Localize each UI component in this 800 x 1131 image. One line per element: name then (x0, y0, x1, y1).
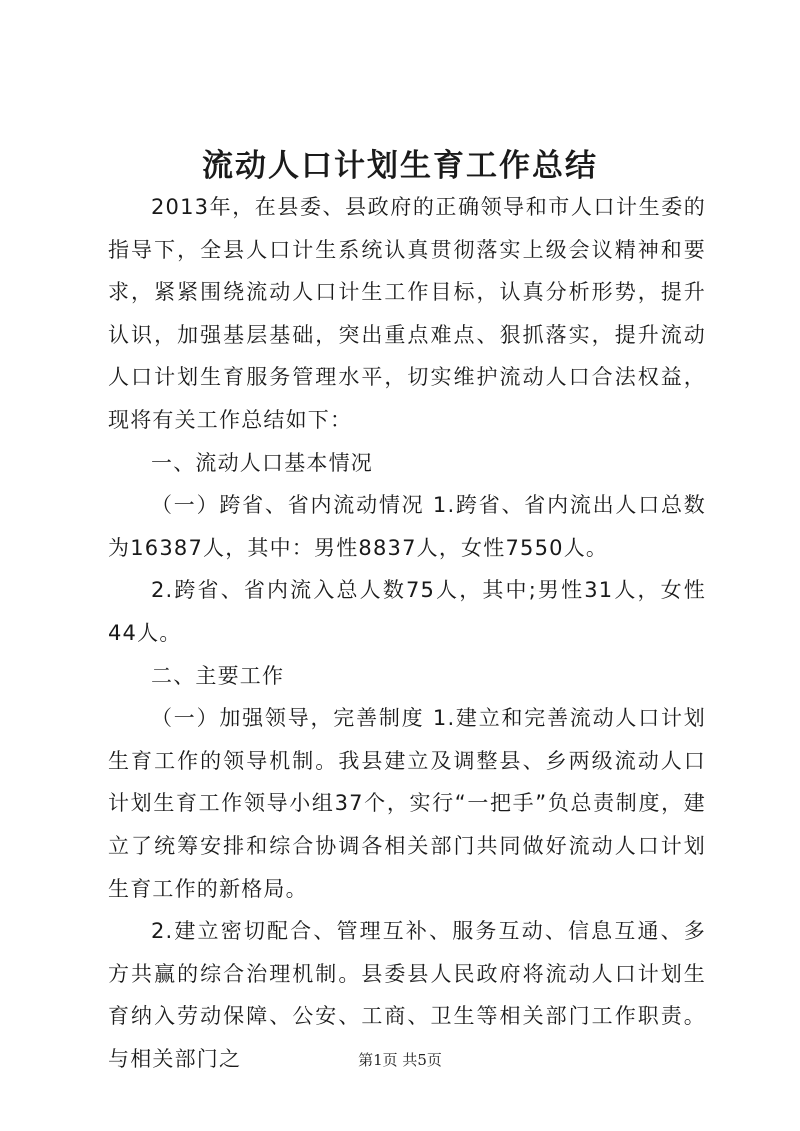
paragraph-leadership: （一）加强领导，完善制度 1.建立和完善流动人口计划生育工作的领导机制。我县建立及调整县、乡两级流动人口计划生育工作领导小组37个，实行“一把手”负总责制度，建立了统筹安排和综合协调各相关部门共同做好流动人口计划生育工作的新格局。 (108, 706, 706, 901)
section-heading-2: 二、主要工作 (151, 663, 285, 688)
page-title: 流动人口计划生育工作总结 (202, 148, 598, 184)
paragraph-intro: 2013年，在县委、县政府的正确领导和市人口计生委的指导下，全县人口计生系统认真贯彻落实上级会议精神和要求，紧紧围绕流动人口计生工作目标，认真分析形势，提升认识，加强基层基础，突出重点难点、狠抓落实，提升流动人口计划生育服务管理水平，切实维护流动人口合法权益，现将有关工作总结如下： (108, 195, 706, 432)
paragraph-coordination: 2.建立密切配合、管理互补、服务互动、信息互通、多方共赢的综合治理机制。县委县人民政府将流动人口计划生育纳入劳动保障、公安、工商、卫生等相关部门工作职责。与相关部门之 (108, 919, 706, 1071)
section-heading-1: 一、流动人口基本情况 (151, 450, 373, 475)
document-body (108, 186, 706, 1080)
paragraph-inflow: 2.跨省、省内流入总人数75人，其中;男性31人，女性44人。 (108, 578, 706, 645)
page-footer: 第1页 共5页 (358, 1051, 442, 1069)
paragraph-outflow: （一）跨省、省内流动情况 1.跨省、省内流出人口总数为16387人，其中：男性8837人，女性7550人。 (108, 493, 706, 560)
